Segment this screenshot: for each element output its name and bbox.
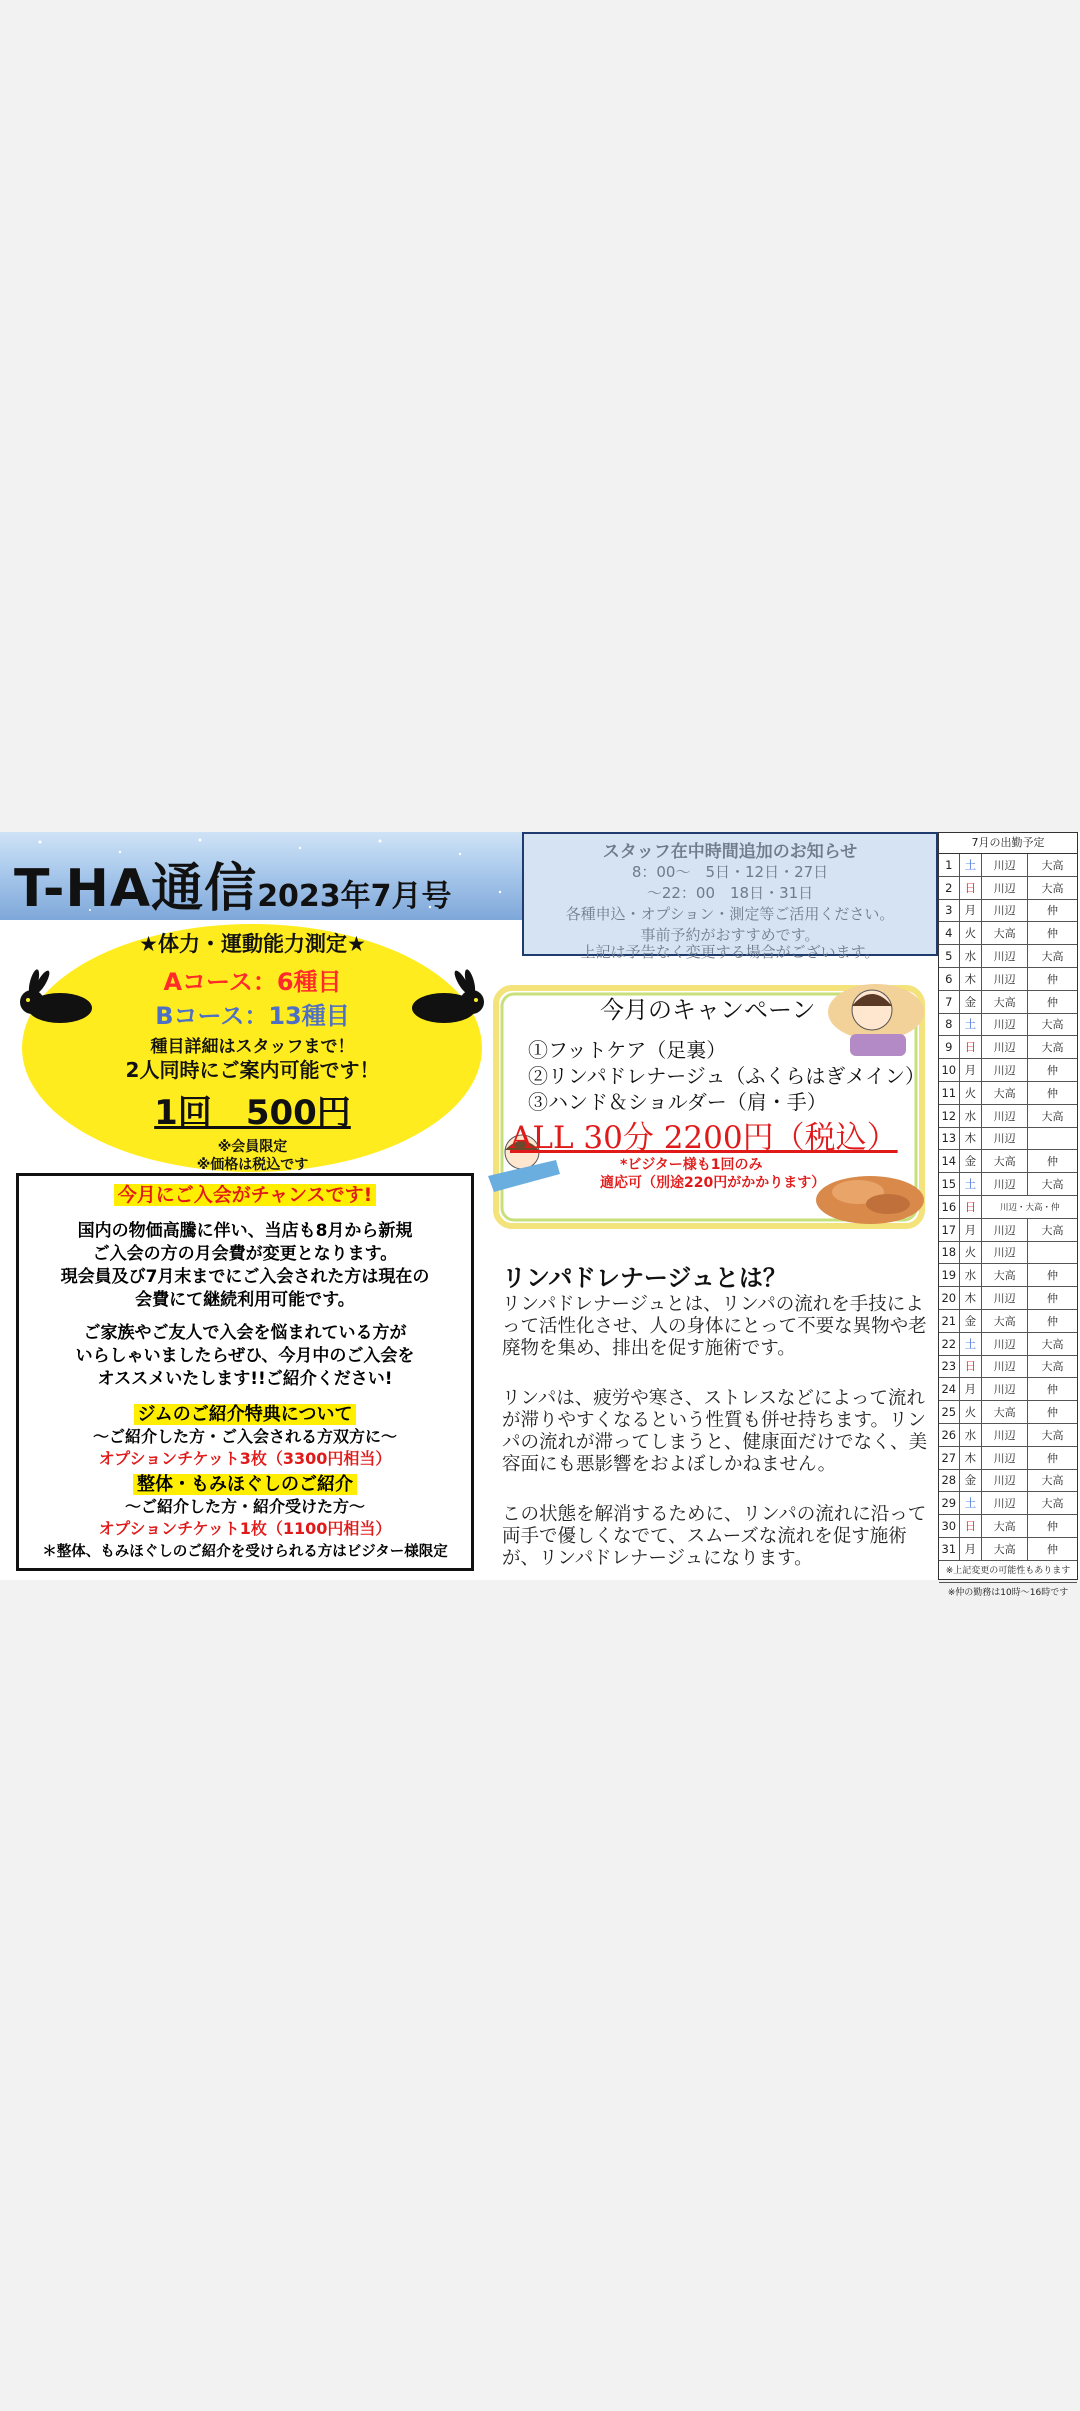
schedule-day: 13	[939, 1128, 960, 1150]
campaign-frame	[490, 982, 930, 1232]
schedule-staff-a: 川辺	[982, 1128, 1028, 1150]
schedule-staff-b: 仲	[1047, 1086, 1059, 1100]
schedule-title: 7月の出勤予定	[939, 833, 1077, 854]
newsletter-header	[0, 832, 522, 920]
schedule-weekday: 火	[960, 1242, 983, 1264]
schedule-staff-a: 川辺	[982, 1173, 1028, 1195]
notice-title: スタッフ在中時間追加のお知らせ	[602, 842, 858, 862]
schedule-row	[939, 1150, 1077, 1173]
lymph-paragraph-2: リンパは、疲労や寒さ、ストレスなどによって流れが滞りやすくなるという性質も併せ持ちます。リンパの流れが滞ってしまうと、健康面だけでなく、美容面にも悪影響をおよぼしかねません。	[502, 1388, 928, 1475]
join-line-4: 会費にて継続利用可能です。	[135, 1290, 355, 1310]
schedule-staff-a: 大高	[982, 1310, 1028, 1332]
schedule-day: 29	[939, 1492, 960, 1514]
schedule-staff-a: 大高	[982, 1515, 1028, 1537]
schedule-row	[939, 1356, 1077, 1379]
invite-line-3: オススメいたします!!ご紹介ください!	[97, 1369, 393, 1389]
fitness-pair: 2人同時にご案内可能です！	[125, 1058, 380, 1082]
schedule-day: 6	[939, 968, 960, 990]
schedule-row	[939, 1014, 1077, 1037]
schedule-staff-b: 大高	[1041, 1041, 1064, 1055]
join-banner: 今月にご入会がチャンスです!	[114, 1184, 377, 1206]
tax-note: ※価格は税込です	[196, 1157, 309, 1173]
schedule-day: 4	[939, 922, 960, 944]
schedule-day: 16	[939, 1196, 960, 1218]
gym-referral-sub: 〜ご紹介した方・ご入会される方双方に〜	[92, 1427, 397, 1446]
schedule-weekday: 土	[960, 1014, 983, 1036]
campaign-item-3: ③ハンド＆ショルダー（肩・手）	[528, 1090, 827, 1114]
schedule-staff-a: 大高	[982, 1538, 1028, 1560]
schedule-staff-b: 大高	[1041, 1474, 1064, 1488]
schedule-day: 14	[939, 1150, 960, 1172]
schedule-rows	[939, 854, 1077, 1561]
staff-notice-box	[522, 832, 938, 961]
schedule-day: 22	[939, 1333, 960, 1355]
schedule-staff-b: 仲	[1047, 1155, 1059, 1169]
schedule-row	[939, 1287, 1077, 1310]
schedule-weekday: 日	[960, 877, 983, 899]
schedule-staff-a: 川辺	[982, 1059, 1028, 1081]
campaign-price: ALL 30分 2200円（税込）	[510, 1120, 898, 1156]
schedule-weekday: 土	[960, 1173, 983, 1195]
invite-line-2: いらしゃいましたらぜひ、今月中のご入会を	[75, 1346, 415, 1366]
schedule-row	[939, 854, 1077, 877]
schedule-weekday: 土	[960, 1492, 983, 1514]
schedule-day: 25	[939, 1401, 960, 1423]
notice-line-5: 上記は予告なく変更する場合がございます。	[580, 943, 880, 961]
schedule-staff-b: 大高	[1041, 1018, 1064, 1032]
schedule-staff-b: 仲	[1047, 1520, 1059, 1533]
schedule-row	[939, 1219, 1077, 1242]
schedule-day: 28	[939, 1470, 960, 1492]
schedule-staff-b	[1028, 1128, 1077, 1150]
schedule-weekday: 土	[960, 854, 983, 876]
schedule-weekday: 水	[960, 1105, 983, 1127]
schedule-weekday: 月	[960, 1059, 983, 1081]
schedule-staff-b: 仲	[1047, 904, 1059, 918]
schedule-row	[939, 1447, 1077, 1470]
schedule-staff-b: 仲	[1047, 972, 1059, 986]
schedule-weekday: 月	[960, 1538, 983, 1560]
fitness-price: 1回 500円	[154, 1093, 351, 1133]
schedule-staff-a: 大高	[982, 1082, 1028, 1104]
schedule-staff-b: 仲	[1047, 1292, 1059, 1306]
schedule-day: 19	[939, 1264, 960, 1286]
schedule-day: 30	[939, 1515, 960, 1537]
schedule-row	[939, 1424, 1077, 1447]
schedule-day: 20	[939, 1287, 960, 1309]
newsletter-title: T-HA通信2023年7月号	[14, 859, 452, 919]
schedule-row	[939, 1401, 1077, 1424]
schedule-staff-a: 川辺	[982, 1105, 1028, 1127]
gym-referral-title: ジムのご紹介特典について	[134, 1404, 357, 1425]
schedule-row	[939, 1333, 1077, 1356]
rabbit-left-icon	[10, 972, 108, 1026]
schedule-staff-a: 川辺	[982, 1014, 1028, 1036]
schedule-weekday: 水	[960, 1424, 983, 1446]
campaign-title: 今月のキャンペーン	[600, 996, 816, 1024]
schedule-staff-b: 仲	[1047, 1064, 1059, 1078]
schedule-staff-b: 仲	[1047, 1451, 1059, 1465]
schedule-row	[939, 1036, 1077, 1059]
schedule-row	[939, 1264, 1077, 1287]
lymph-paragraph-3: この状態を解消するために、リンパの流れに沿って両手で優しくなでて、スムーズな流れを促す施術が、リンパドレナージュになります。	[502, 1504, 927, 1569]
gym-referral-ticket: オプションチケット3枚（3300円相当）	[98, 1449, 392, 1468]
schedule-weekday: 金	[960, 1150, 983, 1172]
notice-line-4: 事前予約がおすすめです。	[640, 926, 820, 944]
schedule-day: 24	[939, 1378, 960, 1400]
schedule-row	[939, 1196, 1077, 1219]
schedule-row	[939, 991, 1077, 1014]
schedule-row	[939, 1128, 1077, 1151]
schedule-staff-a: 川辺	[982, 1219, 1028, 1241]
schedule-staff-b: 大高	[1041, 1178, 1064, 1192]
schedule-staff-a: 川辺	[982, 1447, 1028, 1469]
schedule-row	[939, 922, 1077, 945]
schedule-staff-a: 大高	[982, 922, 1028, 944]
schedule-note-2: ※仲の勤務は10時〜16時です	[947, 1587, 1069, 1598]
schedule-row	[939, 1173, 1077, 1196]
schedule-row	[939, 1492, 1077, 1515]
schedule-staff-a: 川辺	[982, 854, 1028, 876]
schedule-staff-a: 川辺	[982, 1287, 1028, 1309]
schedule-staff-b: 仲	[1047, 927, 1059, 941]
join-line-3: 現会員及び7月末までにご入会された方は現在の	[60, 1267, 430, 1287]
schedule-weekday: 日	[960, 1515, 983, 1537]
course-b: Bコース：13種目	[155, 1002, 350, 1030]
schedule-staff-a: 川辺	[982, 1492, 1028, 1514]
schedule-staff-b: 大高	[1041, 1428, 1064, 1442]
schedule-staff-a: 川辺	[982, 945, 1028, 967]
schedule-staff-a: 大高	[982, 1150, 1028, 1172]
schedule-row	[939, 1378, 1077, 1401]
schedule-day: 9	[939, 1036, 960, 1058]
referral-footnote: ＊整体、もみほぐしのご紹介を受けられる方はビジター様限定	[42, 1544, 448, 1560]
schedule-row	[939, 1059, 1077, 1082]
lymph-heading: リンパドレナージュとは？	[502, 1263, 787, 1292]
schedule-weekday: 火	[960, 922, 983, 944]
schedule-day: 3	[939, 900, 960, 922]
schedule-staff-b: 仲	[1047, 1542, 1059, 1556]
schedule-staff-b: 大高	[1041, 1497, 1064, 1511]
schedule-staff-a: 大高	[982, 1264, 1028, 1286]
schedule-staff-a: 川辺	[982, 968, 1028, 990]
schedule-staff-b: 大高	[1041, 1109, 1064, 1123]
schedule-row	[939, 945, 1077, 968]
schedule-staff-a: 大高	[982, 1401, 1028, 1423]
schedule-day: 7	[939, 991, 960, 1013]
schedule-staff-a: 川辺	[982, 1036, 1028, 1058]
fitness-title: ★体力・運動能力測定★	[139, 932, 366, 956]
schedule-staff-b: 仲	[1047, 1314, 1059, 1328]
schedule-weekday: 金	[960, 1470, 983, 1492]
schedule-row	[939, 1538, 1077, 1561]
schedule-staff-b: 大高	[1041, 950, 1064, 964]
schedule-weekday: 月	[960, 1378, 983, 1400]
girl-illustration-icon	[810, 972, 930, 1067]
campaign-item-1: ①フットケア（足裏）	[528, 1038, 727, 1062]
members-only-note: ※会員限定	[217, 1139, 288, 1155]
rabbit-right-icon	[396, 972, 494, 1026]
schedule-staff-b: 大高	[1041, 858, 1064, 872]
schedule-note-1: ※上記変更の可能性もあります	[939, 1561, 1077, 1583]
schedule-row	[939, 1515, 1077, 1538]
schedule-day: 23	[939, 1356, 960, 1378]
schedule-day: 26	[939, 1424, 960, 1446]
schedule-weekday: 木	[960, 1447, 983, 1469]
schedule-staff-a: 川辺	[982, 1242, 1028, 1264]
schedule-staff-b	[1028, 1242, 1077, 1264]
seitai-referral-title: 整体・もみほぐしのご紹介	[133, 1474, 357, 1495]
issue-label: 2023年7月号	[257, 879, 452, 914]
schedule-staff-b: 大高	[1041, 1337, 1064, 1351]
notice-line-1: 8：00〜 5日・12日・27日	[631, 863, 829, 881]
massage-hands-icon	[808, 1162, 928, 1232]
schedule-staff-a: 川辺	[982, 1333, 1028, 1355]
invite-line-1: ご家族やご友人で入会を悩まれている方が	[83, 1323, 407, 1343]
join-line-1: 国内の物価高騰に伴い、当店も8月から新規	[77, 1221, 413, 1241]
schedule-staff-a: 川辺	[982, 1378, 1028, 1400]
schedule-staff-b: 大高	[1041, 1223, 1064, 1237]
schedule-day: 11	[939, 1082, 960, 1104]
schedule-staff-a: 川辺	[982, 1424, 1028, 1446]
schedule-weekday: 日	[960, 1356, 983, 1378]
campaign-visitor-note-2: 適応可（別途220円がかかります）	[600, 1175, 826, 1191]
schedule-row	[939, 877, 1077, 900]
fitness-detail: 種目詳細はスタッフまで！	[150, 1037, 355, 1057]
schedule-row	[939, 1310, 1077, 1333]
join-chance-box	[16, 1173, 474, 1571]
schedule-weekday: 日	[960, 1036, 983, 1058]
schedule-day: 21	[939, 1310, 960, 1332]
schedule-day: 12	[939, 1105, 960, 1127]
shift-schedule	[938, 832, 1078, 1598]
schedule-staff-b: 仲	[1047, 1406, 1059, 1420]
schedule-staff-a: 川辺	[982, 877, 1028, 899]
campaign-item-2: ②リンパドレナージュ（ふくらはぎメイン）	[528, 1064, 925, 1088]
schedule-row	[939, 900, 1077, 923]
schedule-weekday: 水	[960, 1264, 983, 1286]
schedule-row	[939, 1082, 1077, 1105]
schedule-staff-a: 川辺	[982, 900, 1028, 922]
join-line-2: ご入会の方の月会費が変更となります。	[92, 1244, 398, 1264]
campaign-visitor-note-1: *ビジター様も1回のみ	[620, 1157, 763, 1173]
schedule-staff-b: 仲	[1047, 995, 1059, 1009]
schedule-day: 10	[939, 1059, 960, 1081]
schedule-row	[939, 1242, 1077, 1265]
schedule-staff-b: 大高	[1041, 881, 1064, 895]
schedule-weekday: 火	[960, 1082, 983, 1104]
schedule-day: 27	[939, 1447, 960, 1469]
notice-line-2: 〜22：00 18日・31日	[646, 884, 814, 902]
schedule-day: 8	[939, 1014, 960, 1036]
schedule-day: 18	[939, 1242, 960, 1264]
schedule-weekday: 木	[960, 968, 983, 990]
schedule-row	[939, 1105, 1077, 1128]
schedule-weekday: 金	[960, 1310, 983, 1332]
schedule-staff-b: 大高	[1041, 1360, 1064, 1374]
schedule-day: 31	[939, 1538, 960, 1560]
schedule-day: 17	[939, 1219, 960, 1241]
course-a: Aコース：6種目	[163, 968, 342, 996]
schedule-day: 1	[939, 854, 960, 876]
schedule-weekday: 金	[960, 991, 983, 1013]
schedule-staff-b: 仲	[1047, 1383, 1059, 1397]
lymph-paragraph-1: リンパドレナージュとは、リンパの流れを手技によって活性化させ、人の身体にとって不要な異物や老廃物を集め、排出を促す施術です。	[502, 1294, 927, 1359]
schedule-staff-a: 川辺・大高・仲	[999, 1202, 1060, 1213]
schedule-staff-b: 仲	[1047, 1269, 1059, 1283]
seitai-referral-sub: 〜ご紹介した方・紹介受けた方〜	[124, 1497, 365, 1516]
newsletter-sheet	[0, 832, 1080, 1598]
schedule-day: 5	[939, 945, 960, 967]
schedule-weekday: 日	[960, 1196, 983, 1218]
schedule-weekday: 木	[960, 1128, 983, 1150]
schedule-weekday: 月	[960, 1219, 983, 1241]
schedule-weekday: 月	[960, 900, 983, 922]
schedule-weekday: 木	[960, 1287, 983, 1309]
schedule-staff-a: 川辺	[982, 1470, 1028, 1492]
notice-line-3: 各種申込・オプション・測定等ご活用ください。	[565, 905, 895, 923]
seitai-referral-ticket: オプションチケット1枚（1100円相当）	[98, 1519, 392, 1538]
schedule-row	[939, 968, 1077, 991]
schedule-weekday: 土	[960, 1333, 983, 1355]
schedule-day: 15	[939, 1173, 960, 1195]
schedule-staff-a: 川辺	[982, 1356, 1028, 1378]
schedule-day: 2	[939, 877, 960, 899]
schedule-row	[939, 1470, 1077, 1493]
schedule-weekday: 水	[960, 945, 983, 967]
schedule-weekday: 火	[960, 1401, 983, 1423]
schedule-staff-a: 大高	[982, 991, 1028, 1013]
